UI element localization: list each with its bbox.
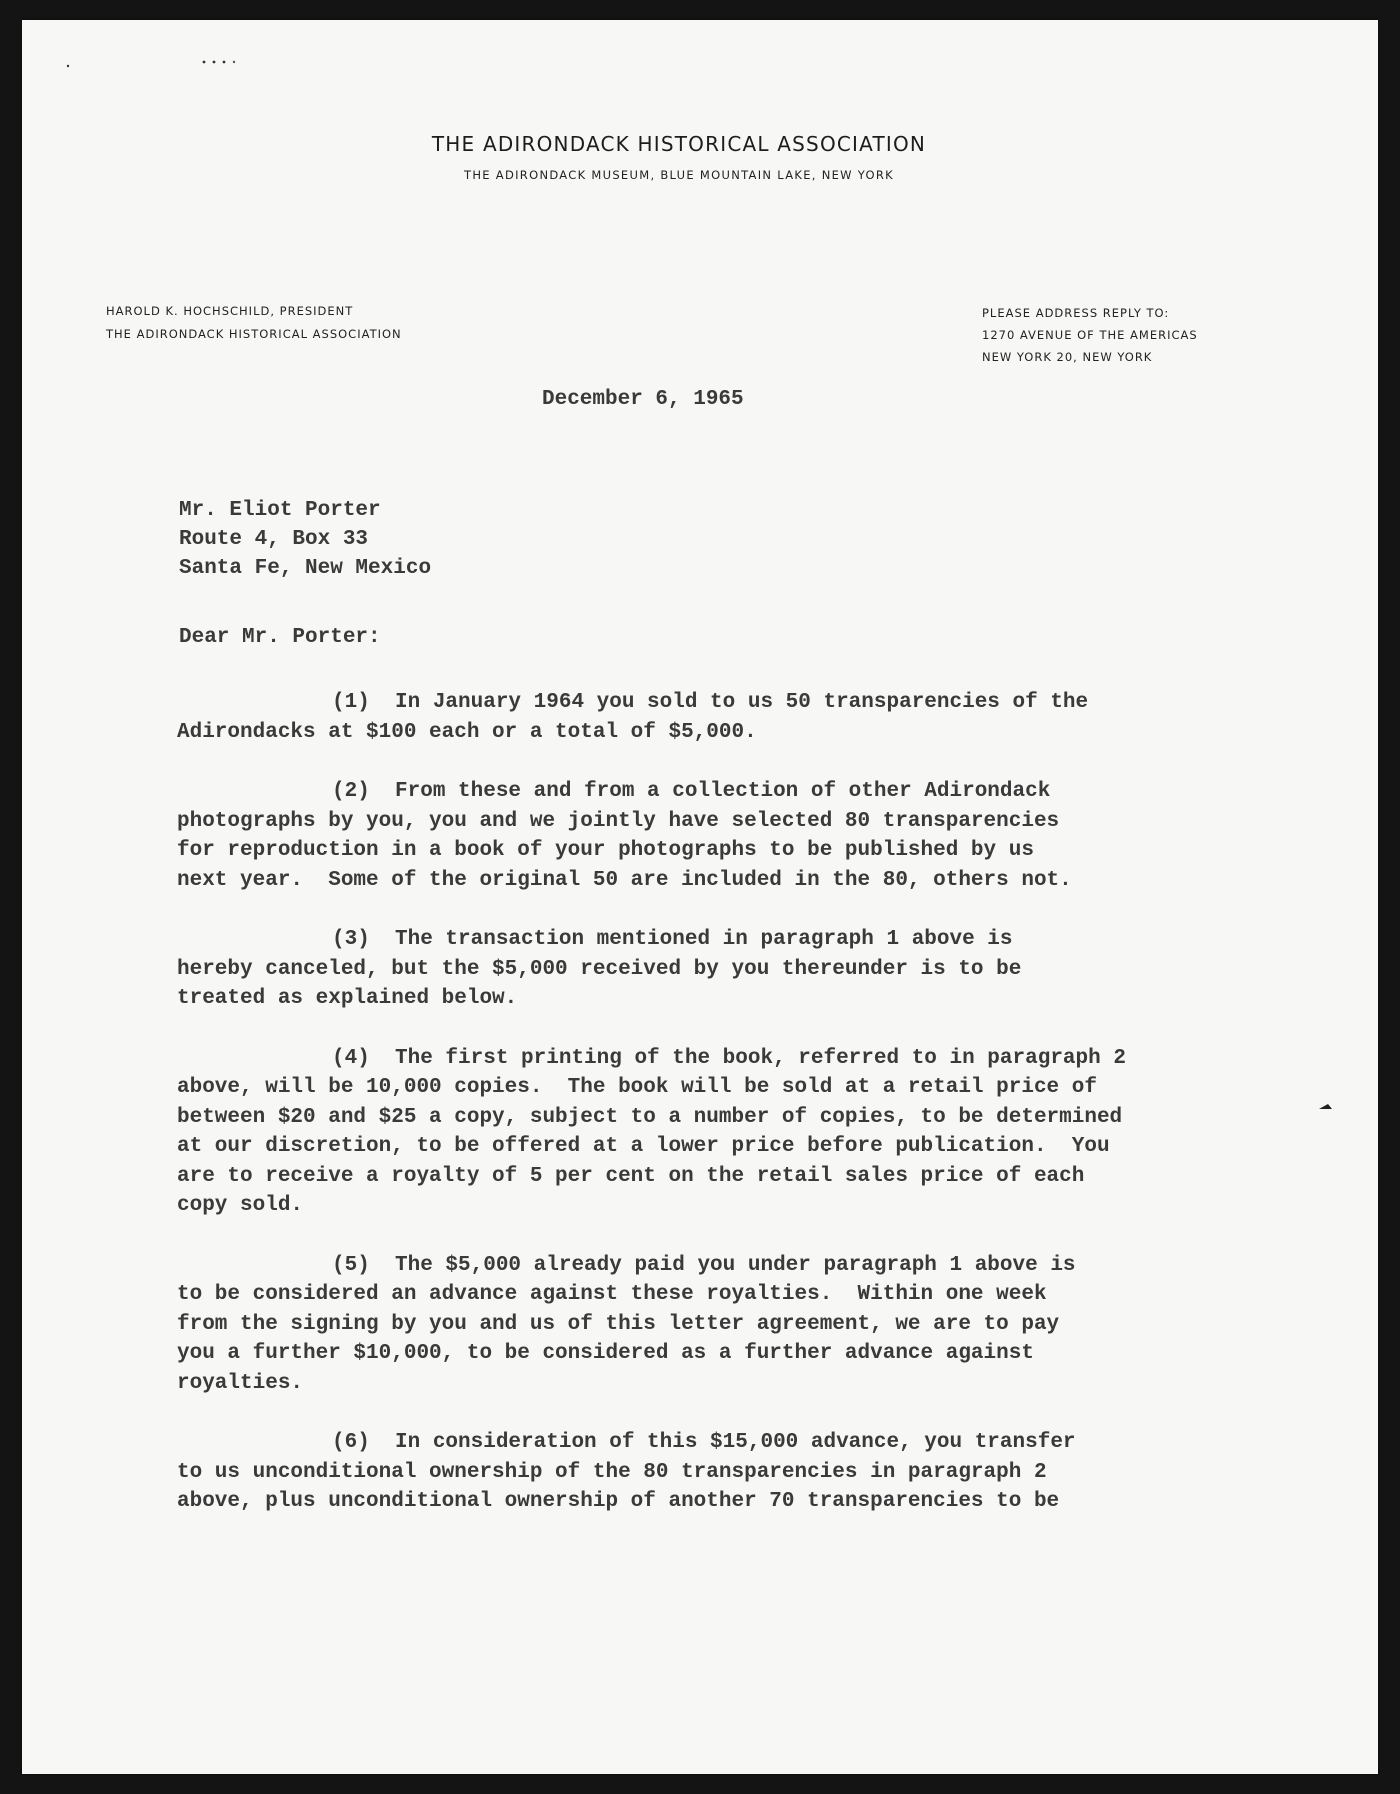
paragraph-line: you a further $10,000, to be considered as a further advance against <box>177 1342 1034 1365</box>
letterhead-subtitle-text: THE ADIRONDACK MUSEUM, BLUE MOUNTAIN LAKE, NEW YORK <box>464 168 894 182</box>
paragraph-4 <box>177 1044 1177 1221</box>
letterhead-title <box>22 132 1378 156</box>
stray-marks <box>62 56 242 72</box>
margin-arrow-mark <box>1318 1102 1334 1112</box>
letter-date: December 6, 1965 <box>542 388 744 411</box>
paragraph-line: to us unconditional ownership of the 80 transparencies in paragraph 2 <box>177 1460 1047 1484</box>
paragraph-line: from the signing by you and us of this letter agreement, we are to pay <box>177 1312 1060 1336</box>
paragraph-line: at our discretion, to be offered at a lower price before publication. You <box>177 1135 1110 1158</box>
paragraph-line: above, plus unconditional ownership of another 70 transparencies to be <box>177 1490 1060 1513</box>
recipient-address <box>179 496 431 583</box>
paragraph-line: hereby canceled, but the $5,000 received by you thereunder is to be <box>177 957 1022 981</box>
letter-page <box>22 20 1378 1774</box>
paragraph-line: Adirondacks at $100 each or a total of $5,000. <box>177 720 757 744</box>
paragraph-3 <box>177 925 1177 1014</box>
letterhead-subtitle <box>22 168 1378 182</box>
paragraph-line: (2) From these and from a collection of other Adirondack <box>332 780 1051 803</box>
recipient-street: Route 4, Box 33 <box>179 528 369 551</box>
paragraph-line: (6) In consideration of this $15,000 advance, you transfer <box>332 1431 1076 1454</box>
paragraph-line: treated as explained below. <box>177 987 518 1010</box>
paragraph-5 <box>177 1251 1177 1399</box>
paragraph-line: (4) The first printing of the book, referred to in paragraph 2 <box>332 1046 1126 1070</box>
paragraph-line: copy sold. <box>177 1194 304 1217</box>
recipient-name: Mr. Eliot Porter <box>179 499 381 522</box>
reply-line-3: NEW YORK 20, NEW YORK <box>982 350 1153 364</box>
paragraph-6 <box>177 1428 1177 1517</box>
paragraph-1 <box>177 688 1177 747</box>
paragraph-line: above, will be 10,000 copies. The book will be sold at a retail price of <box>177 1076 1097 1099</box>
paragraph-line: royalties. <box>177 1371 304 1395</box>
paragraph-line: for reproduction in a book of your photographs to be published by us <box>177 839 1034 862</box>
paragraph-line: (1) In January 1964 you sold to us 50 transparencies of the <box>332 691 1089 714</box>
paragraph-line: photographs by you, you and we jointly have selected 80 transparencies <box>177 809 1060 833</box>
paragraph-line: (5) The $5,000 already paid you under paragraph 1 above is <box>332 1253 1076 1277</box>
paragraph-line: between $20 and $25 a copy, subject to a number of copies, to be determined <box>177 1105 1123 1129</box>
salutation: Dear Mr. Porter: <box>179 626 381 649</box>
sender-line-1: HAROLD K. HOCHSCHILD, PRESIDENT <box>106 304 354 318</box>
reply-line-1: PLEASE ADDRESS REPLY TO: <box>982 306 1170 320</box>
letter-body <box>177 688 1177 1547</box>
paragraph-line: next year. Some of the original 50 are included in the 80, others not. <box>177 868 1072 892</box>
reply-line-2: 1270 AVENUE OF THE AMERICAS <box>982 328 1198 342</box>
sender-block <box>106 300 402 346</box>
paragraph-line: are to receive a royalty of 5 per cent on the retail sales price of each <box>177 1164 1085 1188</box>
recipient-city: Santa Fe, New Mexico <box>179 557 432 580</box>
paragraph-line: to be considered an advance against these royalties. Within one week <box>177 1283 1047 1306</box>
sender-line-2: THE ADIRONDACK HISTORICAL ASSOCIATION <box>106 327 402 341</box>
letterhead-title-text: THE ADIRONDACK HISTORICAL ASSOCIATION <box>431 132 927 156</box>
reply-address-block <box>982 302 1198 368</box>
paragraph-line: (3) The transaction mentioned in paragraph 1 above is <box>332 928 1013 951</box>
paragraph-2 <box>177 777 1177 895</box>
